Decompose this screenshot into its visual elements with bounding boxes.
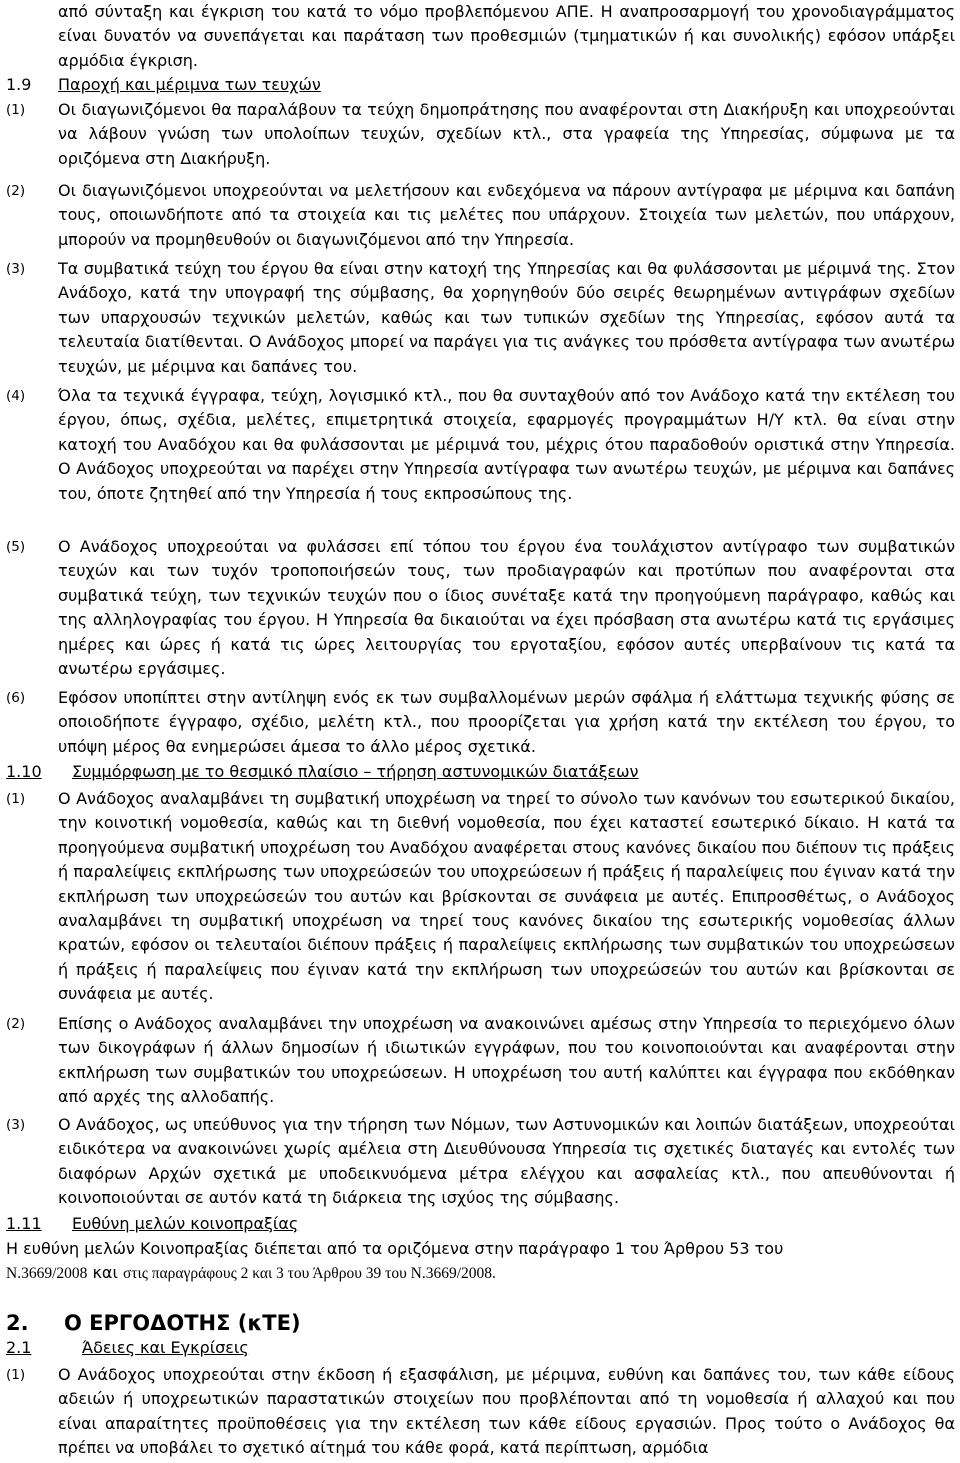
item-number: (2) <box>6 183 26 199</box>
item-number: (6) <box>6 690 26 706</box>
item-number: (1) <box>6 791 26 807</box>
section-heading-1-10 <box>6 760 639 784</box>
list-item: Ο Ανάδοχος υποχρεούται να φυλάσσει επί τόπου του έργου ένα τουλάχιστον αντίγραφο των συμβατικών τευχών και των τυχόν τροποποιήσεών τους, των προδιαγραφών και προτύπων που αναφέρονται στα συμβατικά τεύχη, των τεχνικών τευχών που ο ίδιος συνέταξε κατά την προηγούμενη παράγραφο, καθώς και της αλληλογραφίας του έργου. Η Υπηρεσία θα δικαιούται να έχει πρόσβαση στα ανωτέρω κατά τις εργάσιμες ημέρες και ώρες ή κατά τις ώρες λειτουργίας του εργοταξίου, εφόσον αυτές υπερβαίνουν τις κατά τα ανωτέρω εργάσιμες. <box>58 537 955 679</box>
list-item: Οι διαγωνιζόμενοι θα παραλάβουν τα τεύχη δημοπράτησης που αναφέρονται στη Διακήρυξη και υποχρεούνται να λάβουν γνώση των υπολοίπων τευχών, σχεδίων κτλ., στα γραφεία της Υπηρεσίας, σύμφωνα με τα οριζόμενα στη Διακήρυξη. <box>58 100 955 168</box>
list-item: Όλα τα τεχνικά έγγραφα, τεύχη, λογισμικό κτλ., που θα συνταχθούν από τον Ανάδοχο κατά την εκτέλεση του έργου, όπως, σχέδια, μελέτες, επιμετρητικά στοιχεία, εφαρμογές προγραμμάτων Η/Υ κτλ. θα είναι στην κατοχή του Αναδόχου και θα φυλάσσονται με μέριμνά του, μέχρις ότου παραδοθούν οριστικά στην Υπηρεσία. Ο Ανάδοχος υποχρεούται να παρέχει στην Υπηρεσία αντίγραφα των ανωτέρω τευχών, με μέριμνα και δαπάνες του, όποτε ζητηθεί από την Υπηρεσία ή τους εκπροσώπους της. <box>58 386 955 503</box>
section-title: Παροχή και μέριμνα των τευχών <box>58 75 321 94</box>
item-number: (1) <box>6 1367 26 1383</box>
list-item: Ο Ανάδοχος, ως υπεύθυνος για την τήρηση των Νόμων, των Αστυνομικών και λοιπών διατάξεων, υποχρεούται ειδικότερα να ανακοινώνει χωρίς αμέλεια στη Διευθύνουσα Υπηρεσία τις σχετικές διαταγές και εντολές των διαφόρων Αρχών σχετικά με υποδεικνυόμενα μέτρα ελέγχου και ασφαλείας κτλ., που απευθύνονται ή κοινοποιούνται σε αυτόν κατά τη διάρκεια της ισχύος της σύμβασης. <box>58 1115 955 1208</box>
list-item: Ο Ανάδοχος αναλαμβάνει τη συμβατική υποχρέωση να τηρεί το σύνολο των κανόνων του εσωτερικού δικαίου, την κοινοτική νομοθεσία, καθώς και τη διεθνή νομοθεσία, που έχει καταστεί εσωτερικό δίκαιο. Η κατά τα προηγούμενα συμβατική υποχρέωση του Αναδόχου αναφέρεται στους κανόνες δικαίου που διέπουν τις πράξεις ή παραλείψεις εκπλήρωσης των υποχρεώσεών του υποχρεώσεων ή πράξεις ή παραλείψεις που έγιναν κατά την εκπλήρωση των υποχρεώσεών του αυτών και βρίσκονται σε συνάφεια με αυτές. Επιπροσθέτως, ο Ανάδοχος αναλαμβάνει τη συμβατική υποχρέωση να τηρεί τους κανόνες δικαίου της εσωτερικής νομοθεσίας άλλων κρατών, εφόσον οι τελευταίοι διέπουν πράξεις ή παραλείψεις εκπλήρωσης των συμβατικών του υποχρεώσεων ή πράξεις ή παραλείψεις που έγιναν κατά την εκπλήρωση των υποχρεώσεών του αυτών και βρίσκονται σε συνάφεια με αυτές. <box>58 789 955 1004</box>
section-title: Άδειες και Εγκρίσεις <box>82 1338 249 1357</box>
list-item: Εφόσον υποπίπτει στην αντίληψη ενός εκ των συμβαλλομένων μερών σφάλμα ή ελάττωμα τεχνικής φύσης σε οποιοδήποτε έγγραφο, σχέδιο, μελέτη κτλ., που προορίζεται για χρήση κατά την εκτέλεση του έργου, το υπόψη μέρος θα ενημερώσει άμεσα το άλλο μέρος σχετικά. <box>58 688 955 756</box>
section-heading-2-1 <box>6 1336 249 1360</box>
liability-paragraph <box>6 1237 956 1286</box>
section-number: 1.9 <box>6 75 32 94</box>
law-reference: Ν.3669/2008 <box>6 1265 88 1282</box>
section-heading-1-11 <box>6 1212 298 1236</box>
section-heading-1-9 <box>6 73 321 97</box>
list-item: Τα συμβατικά τεύχη του έργου θα είναι στην κατοχή της Υπηρεσίας και θα φυλάσσονται με μέριμνά της. Στον Ανάδοχο, κατά την υπογραφή της σύμβασης, θα χορηγηθούν δύο σειρές θεωρημένων αντιγράφων σχεδίων των υπαρχουσών τεχνικών μελετών, καθώς και των τυπικών σχεδίων της Υπηρεσίας, εφόσον αυτά τα τελευταία διατίθενται. Ο Ανάδοχος μπορεί να παράγει για τις ανάγκες του πρόσθετα αντίγραφα των ανωτέρω τευχών, με μέριμνα και δαπάνες του. <box>58 259 955 376</box>
chapter-heading-2 <box>6 1309 301 1337</box>
item-number: (5) <box>6 539 26 555</box>
item-number: (3) <box>6 1117 26 1133</box>
list-item: Ο Ανάδοχος υποχρεούται στην έκδοση ή εξασφάλιση, με μέριμνα, ευθύνη και δαπάνες του, των κάθε είδους αδειών ή υποχρεωτικών παραστατικών στοιχείων που προβλέπονται από τη νομοθεσία ή αλλαχού και που είναι απαραίτητες προϋποθέσεις για την εκτέλεση των κάθε είδους εργασιών. Προς τούτο ο Ανάδοχος θα πρέπει να υποβάλει το σχετικό αίτημά του κάθε φορά, κατά περίπτωση, αρμόδια <box>58 1365 955 1458</box>
section-title: Συμμόρφωση με το θεσμικό πλαίσιο – τήρηση αστυνομικών διατάξεων <box>72 762 639 781</box>
item-number: (1) <box>6 102 26 118</box>
list-item: Οι διαγωνιζόμενοι υποχρεούνται να μελετήσουν και ενδεχόμενα να πάρουν αντίγραφα με μέριμνα και δαπάνη τους, οποιωνδήποτε από τα στοιχεία και τις μελέτες που υπάρχουν. Στοιχεία των μελετών, που υπάρχουν, μπορούν να προμηθευθούν οι διαγωνιζόμενοι από την Υπηρεσία. <box>58 181 955 249</box>
section-number: 1.10 <box>6 762 42 781</box>
list-item: Επίσης ο Ανάδοχος αναλαμβάνει την υποχρέωση να ανακοινώνει αμέσως στην Υπηρεσία το περιεχόμενο όλων των δικογράφων ή άλλων δημοσίων ή ιδιωτικών εγγράφων, που του κοινοποιούνται και αναφέρονται στην εκπλήρωση των συμβατικών του υποχρεώσεων. Η υποχρέωση του αυτή καλύπτει και έγγραφα που εκδόθηκαν από αρχές της αλλοδαπής. <box>58 1014 955 1107</box>
section-title: Ευθύνη μελών κοινοπραξίας <box>72 1214 299 1233</box>
section-number: 1.11 <box>6 1214 42 1233</box>
intro-paragraph: από σύνταξη και έγκριση του κατά το νόμο προβλεπόμενου ΑΠΕ. Η αναπροσαρμογή του χρονοδιαγράμματος είναι δυνατόν να συνεπάγεται και παράταση των προθεσμιών (τμηματικών ή και συνολικής) εφόσον υπάρξει αρμόδια έγκριση. <box>58 2 955 70</box>
section-number: 2.1 <box>6 1338 32 1357</box>
conjunction: και <box>87 1263 123 1282</box>
item-number: (3) <box>6 261 26 277</box>
law-paragraph-reference: στις παραγράφους 2 και 3 του Άρθρου 39 του Ν.3669/2008. <box>122 1265 496 1282</box>
chapter-title: Ο ΕΡΓΟΔΟΤΗΣ (κΤΕ) <box>64 1311 301 1335</box>
liability-line-1: Η ευθύνη μελών Κοινοπραξίας διέπεται από τα οριζόμενα στην παράγραφο 1 του Άρθρου 53 του <box>6 1239 784 1258</box>
chapter-number: 2. <box>6 1311 29 1335</box>
item-number: (4) <box>6 388 26 404</box>
item-number: (2) <box>6 1016 26 1032</box>
